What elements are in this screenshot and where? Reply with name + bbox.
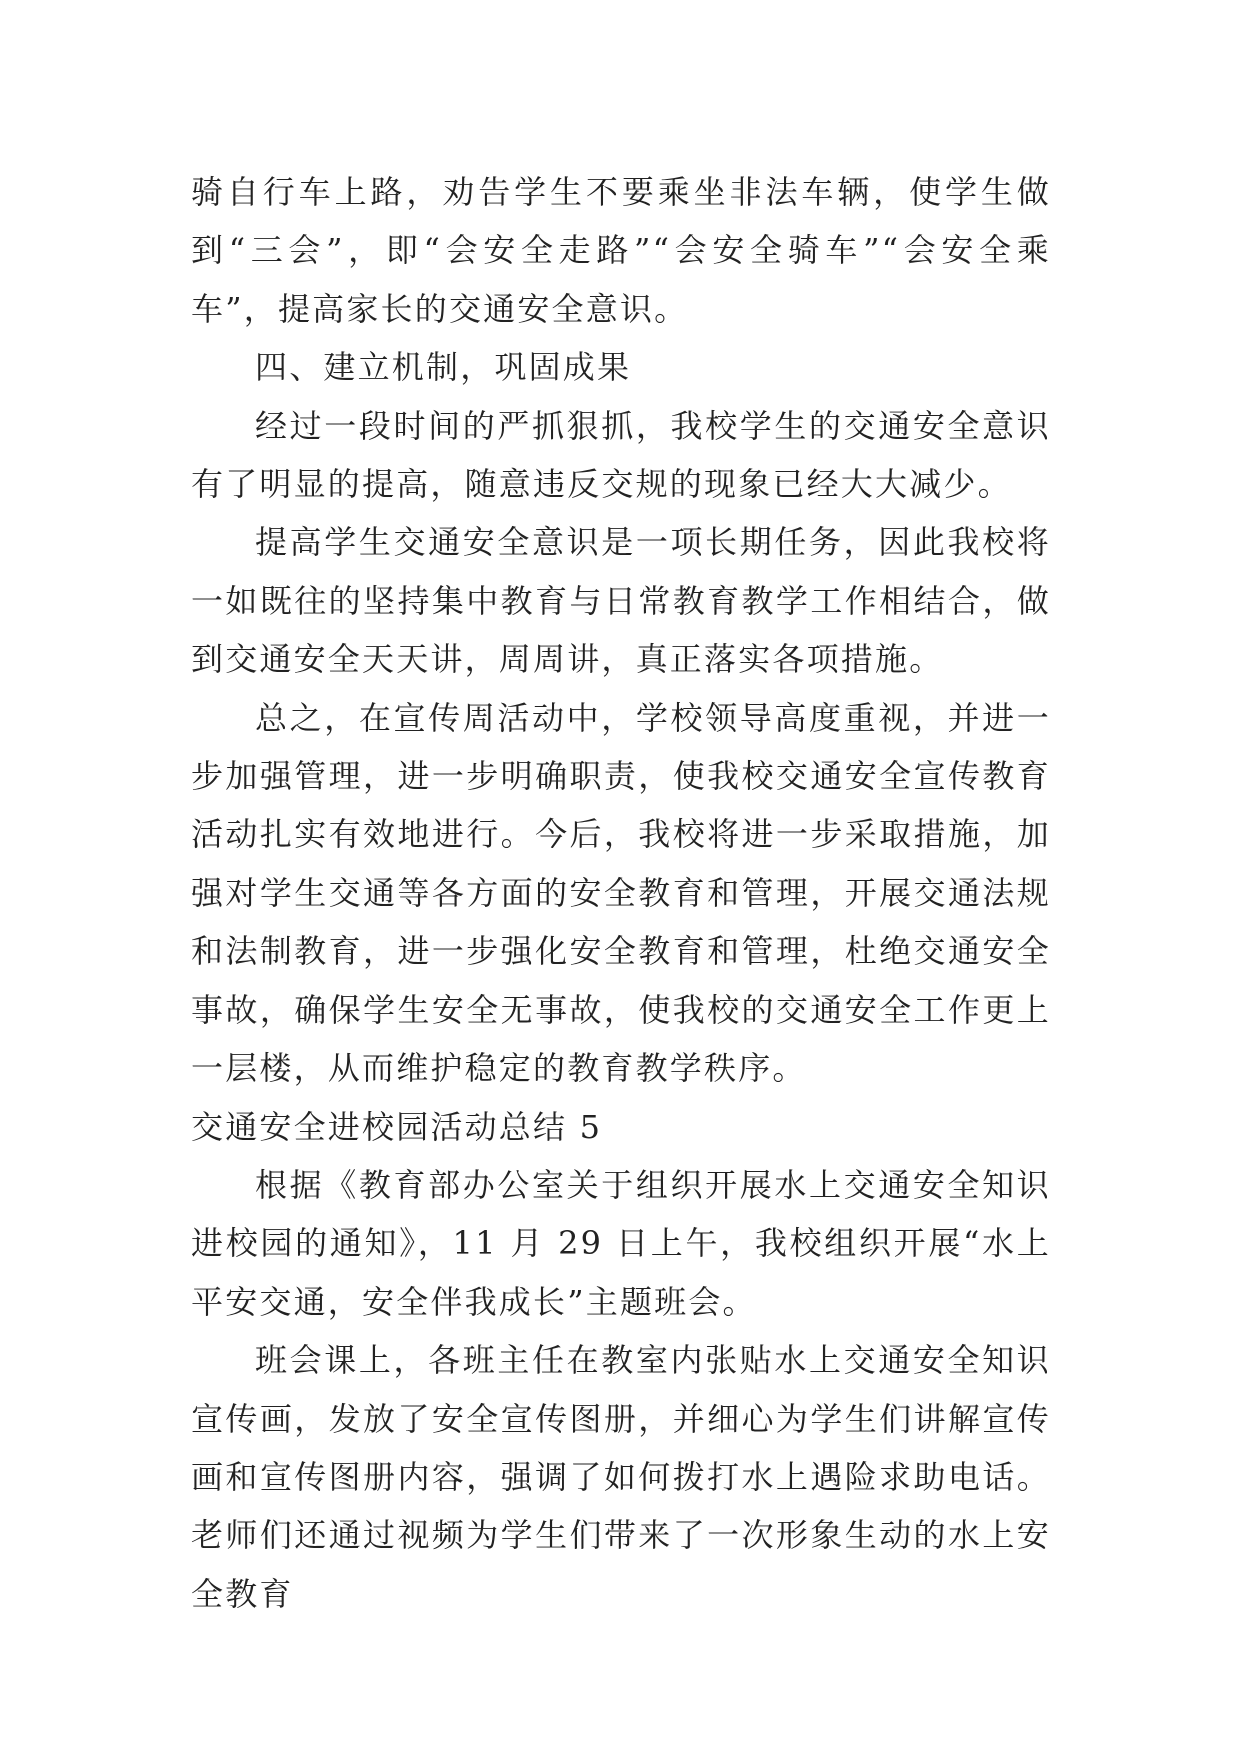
paragraph-continued: 骑自行车上路，劝告学生不要乘坐非法车辆，使学生做到“三会”，即“会安全走路”“会安全骑车”“会安全乘车”，提高家长的交通安全意识。 <box>191 173 1051 328</box>
document-body <box>191 163 1051 1623</box>
section-heading-four: 四、建立机制，巩固成果 <box>255 348 632 387</box>
paragraph: 根据《教育部办公室关于组织开展水上交通安全知识进校园的通知》，11 月 29 日上午，我校组织开展“水上平安交通，安全伴我成长”主题班会。 <box>191 1165 1051 1321</box>
paragraph: 班会课上，各班主任在教室内张贴水上交通安全知识宣传画，发放了安全宣传图册，并细心为学生们讲解宣传画和宣传图册内容，强调了如何拨打水上遇险求助电话。老师们还通过视频为学生们带来了一次形象生动的水上安全教育 <box>191 1341 1051 1613</box>
paragraph: 经过一段时间的严抓狠抓，我校学生的交通安全意识有了明显的提高，随意违反交规的现象已经大大减少。 <box>191 406 1051 504</box>
paragraph: 总之，在宣传周活动中，学校领导高度重视，并进一步加强管理，进一步明确职责，使我校交通安全宣传教育活动扎实有效地进行。今后，我校将进一步采取措施，加强对学生交通等各方面的安全教育和管理，开展交通法规和法制教育，进一步强化安全教育和管理，杜绝交通安全事故，确保学生安全无事故，使我校的交通安全工作更上一层楼，从而维护稳定的教育教学秩序。 <box>191 698 1051 1088</box>
paragraph: 提高学生交通安全意识是一项长期任务，因此我校将一如既往的坚持集中教育与日常教育教学工作相结合，做到交通安全天天讲，周周讲，真正落实各项措施。 <box>191 523 1051 679</box>
article-title: 交通安全进校园活动总结 5 <box>191 1107 603 1146</box>
